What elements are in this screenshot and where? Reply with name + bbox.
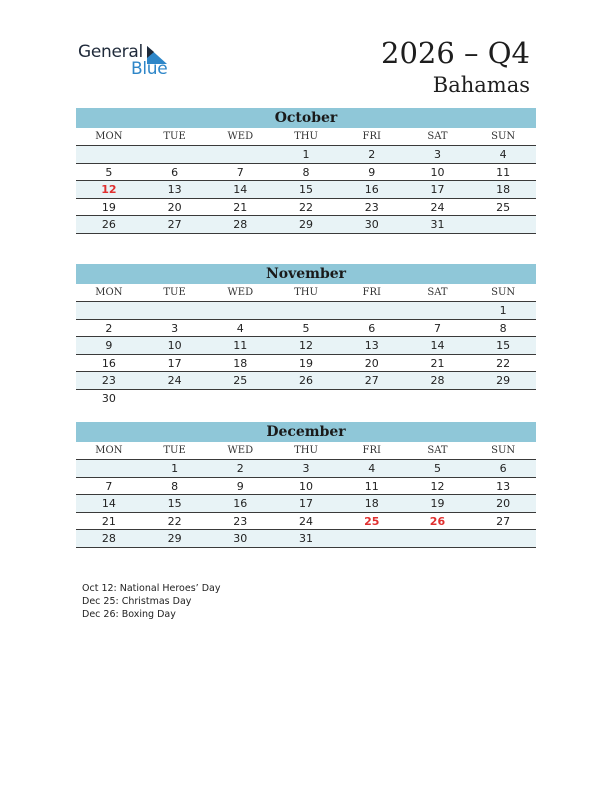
- day-cell: 26: [429, 514, 446, 528]
- holiday-notes: [82, 582, 220, 621]
- day-cell: 7: [105, 479, 113, 493]
- day-cell: 2: [236, 462, 244, 475]
- day-cell: 16: [364, 183, 379, 196]
- day-cell: 15: [167, 497, 182, 510]
- weekday-label: WED: [227, 131, 254, 142]
- day-cell: 27: [496, 514, 511, 528]
- day-cell: 30: [233, 532, 248, 545]
- day-cell: 22: [496, 356, 511, 370]
- week-row: [76, 478, 536, 496]
- weekday-label: FRI: [362, 445, 381, 456]
- month-december: [76, 422, 536, 548]
- day-cell: 22: [167, 514, 182, 528]
- day-cell: 12: [299, 339, 314, 352]
- day-cell: 29: [167, 532, 182, 545]
- day-cell: 15: [496, 339, 511, 352]
- weekday-label: SUN: [491, 445, 516, 456]
- day-cell: 16: [233, 497, 248, 510]
- day-cell: 11: [364, 479, 379, 493]
- day-cell: [339, 390, 405, 408]
- weekday-label: FRI: [362, 287, 381, 298]
- day-cell: 12: [430, 479, 445, 493]
- week-row: [76, 146, 536, 164]
- day-cell: 20: [364, 356, 379, 370]
- day-cell: 25: [496, 200, 511, 214]
- day-cell: 23: [233, 514, 248, 528]
- weekday-label: SAT: [427, 131, 448, 142]
- weekday-header-row: [76, 284, 536, 302]
- day-cell: 22: [299, 200, 314, 214]
- holiday-note: Oct 12: National Heroes’ Day: [82, 583, 221, 594]
- day-cell: [405, 530, 471, 547]
- day-cell: 4: [499, 148, 507, 161]
- day-cell: [76, 460, 142, 477]
- day-cell: 10: [299, 479, 314, 493]
- weekday-label: MON: [95, 287, 123, 298]
- page-title: 2026 – Q4: [381, 36, 530, 70]
- day-cell: 1: [171, 462, 179, 475]
- weekday-label: SAT: [427, 287, 448, 298]
- day-cell: [405, 390, 471, 408]
- day-cell: 30: [364, 218, 379, 231]
- day-cell: 17: [299, 497, 314, 510]
- day-cell: 8: [302, 165, 310, 179]
- logo-general-text: General: [78, 42, 143, 62]
- day-cell: 17: [167, 356, 182, 370]
- weekday-label: THU: [294, 287, 318, 298]
- week-row: [76, 495, 536, 513]
- day-cell: 24: [167, 374, 182, 387]
- week-row: [76, 320, 536, 338]
- day-cell: 2: [105, 321, 113, 335]
- day-cell: 21: [430, 356, 445, 370]
- day-cell: 5: [302, 321, 310, 335]
- day-cell: 29: [496, 374, 511, 387]
- weekday-label: THU: [294, 445, 318, 456]
- day-cell: [339, 530, 405, 547]
- day-cell: [142, 302, 208, 319]
- day-cell: [273, 302, 339, 319]
- day-cell: 13: [496, 479, 511, 493]
- day-cell: 16: [101, 356, 116, 370]
- weekday-label: MON: [95, 131, 123, 142]
- day-cell: [470, 216, 536, 233]
- day-cell: [273, 390, 339, 408]
- day-cell: 6: [499, 462, 507, 475]
- logo: [78, 42, 178, 82]
- week-row: [76, 390, 536, 408]
- day-cell: 8: [499, 321, 507, 335]
- day-cell: 28: [430, 374, 445, 387]
- month-november: [76, 264, 536, 407]
- day-cell: 3: [302, 462, 310, 475]
- day-cell: [470, 530, 536, 547]
- day-cell: 26: [299, 374, 314, 387]
- holiday-note: Dec 26: Boxing Day: [82, 609, 176, 620]
- month-name: November: [76, 264, 536, 284]
- weekday-label: FRI: [362, 131, 381, 142]
- day-cell: 18: [233, 356, 248, 370]
- week-row: [76, 199, 536, 217]
- day-cell: 17: [430, 183, 445, 196]
- week-row: [76, 372, 536, 390]
- day-cell: 9: [105, 339, 113, 352]
- week-row: [76, 302, 536, 320]
- day-cell: 12: [101, 183, 117, 196]
- day-cell: 24: [430, 200, 445, 214]
- day-cell: 5: [433, 462, 441, 475]
- weekday-label: TUE: [163, 287, 186, 298]
- week-row: [76, 530, 536, 548]
- day-cell: 18: [496, 183, 511, 196]
- day-cell: 3: [433, 148, 441, 161]
- weekday-label: SUN: [491, 131, 516, 142]
- day-cell: 14: [233, 183, 248, 196]
- day-cell: 1: [499, 304, 507, 317]
- month-october: [76, 108, 536, 234]
- logo-blue-text: Blue: [131, 59, 168, 79]
- day-cell: 14: [101, 497, 116, 510]
- day-cell: [142, 146, 208, 163]
- day-cell: 5: [105, 165, 113, 179]
- day-cell: 4: [368, 462, 376, 475]
- day-cell: 20: [167, 200, 182, 214]
- day-cell: 8: [171, 479, 179, 493]
- week-row: [76, 355, 536, 373]
- week-row: [76, 460, 536, 478]
- weekday-label: MON: [95, 445, 123, 456]
- day-cell: 20: [496, 497, 511, 510]
- day-cell: [207, 390, 273, 408]
- weekday-label: WED: [227, 287, 254, 298]
- holiday-note: Dec 25: Christmas Day: [82, 596, 192, 607]
- day-cell: 19: [430, 497, 445, 510]
- day-cell: 27: [364, 374, 379, 387]
- country-name: Bahamas: [432, 73, 530, 97]
- weekday-label: SAT: [427, 445, 448, 456]
- day-cell: [470, 390, 536, 408]
- weekday-label: THU: [294, 131, 318, 142]
- day-cell: 26: [101, 218, 116, 231]
- day-cell: 31: [299, 532, 314, 545]
- day-cell: 19: [299, 356, 314, 370]
- day-cell: [339, 302, 405, 319]
- day-cell: 7: [236, 165, 244, 179]
- day-cell: 11: [233, 339, 248, 352]
- day-cell: 6: [171, 165, 179, 179]
- day-cell: [76, 302, 142, 319]
- day-cell: 7: [433, 321, 441, 335]
- day-cell: 24: [299, 514, 314, 528]
- day-cell: [142, 390, 208, 408]
- day-cell: 9: [368, 165, 376, 179]
- day-cell: 14: [430, 339, 445, 352]
- day-cell: 27: [167, 218, 182, 231]
- day-cell: 3: [171, 321, 179, 335]
- day-cell: 21: [101, 514, 116, 528]
- day-cell: 18: [364, 497, 379, 510]
- day-cell: 10: [430, 165, 445, 179]
- day-cell: 2: [368, 148, 376, 161]
- day-cell: 29: [299, 218, 314, 231]
- day-cell: 23: [101, 374, 116, 387]
- day-cell: 13: [167, 183, 182, 196]
- day-cell: 6: [368, 321, 376, 335]
- day-cell: 1: [302, 148, 310, 161]
- day-cell: 9: [236, 479, 244, 493]
- week-row: [76, 164, 536, 182]
- day-cell: 28: [101, 532, 116, 545]
- month-name: October: [76, 108, 536, 128]
- day-cell: 15: [299, 183, 314, 196]
- day-cell: 25: [233, 374, 248, 387]
- weekday-label: TUE: [163, 445, 186, 456]
- day-cell: [405, 302, 471, 319]
- month-name: December: [76, 422, 536, 442]
- weekday-label: WED: [227, 445, 254, 456]
- day-cell: 19: [101, 200, 116, 214]
- day-cell: [76, 146, 142, 163]
- day-cell: 25: [364, 514, 380, 528]
- day-cell: 31: [430, 218, 445, 231]
- day-cell: 13: [364, 339, 379, 352]
- day-cell: 10: [167, 339, 182, 352]
- day-cell: 21: [233, 200, 248, 214]
- day-cell: [207, 302, 273, 319]
- week-row: [76, 216, 536, 234]
- day-cell: [207, 146, 273, 163]
- day-cell: 4: [236, 321, 244, 335]
- weekday-header-row: [76, 442, 536, 460]
- day-cell: 28: [233, 218, 248, 231]
- day-cell: 23: [364, 200, 379, 214]
- weekday-header-row: [76, 128, 536, 146]
- weekday-label: TUE: [163, 131, 186, 142]
- week-row: [76, 337, 536, 355]
- weekday-label: SUN: [491, 287, 516, 298]
- day-cell: 11: [496, 165, 511, 179]
- day-cell: 30: [101, 391, 116, 405]
- week-row: [76, 181, 536, 199]
- week-row: [76, 513, 536, 531]
